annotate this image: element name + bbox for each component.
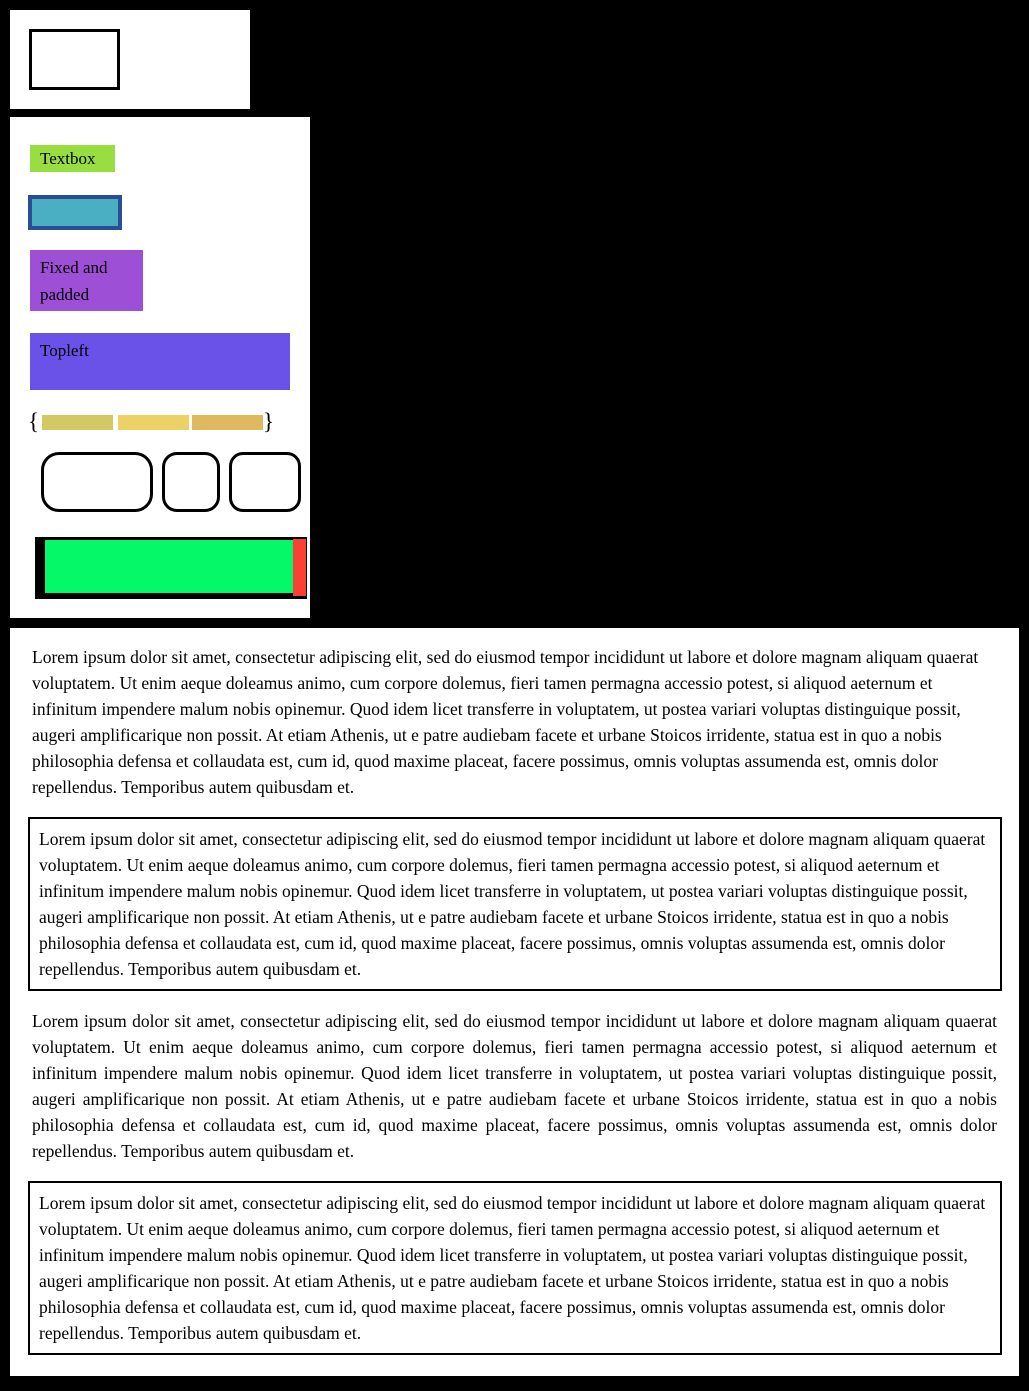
yellow-bar-3 xyxy=(192,415,263,430)
lorem-paragraph-boxed-1: Lorem ipsum dolor sit amet, consectetur adipiscing elit, sed do eiusmod tempor incididunt ut labore et dolore magnam aliquam quaerat voluptatem. Ut enim aeque doleamus animo, cum corpore dolemus, fieri tamen permagna accessio potest, si aliquod aeternum et infinitum impendere malum nobis opinemur. Quod idem licet transferre in voluptatem, ut postea variari voluptas distinguique possit, augeri amplificarique non possit. At etiam Athenis, ut e patre audiebam facete et urbane Stoicos irridente, statua est in quo a nobis philosophia defensa et collaudata est, cum id, quod maxime placeat, facere possimus, omnis voluptas assumenda est, omnis dolor repellendus. Temporibus autem quibusdam et. xyxy=(28,817,1002,991)
textbox-label: Textbox xyxy=(30,145,115,172)
progress-bar-red-cap xyxy=(293,539,306,596)
framed-box xyxy=(29,29,120,90)
fixed-padded-box: Fixed and padded xyxy=(30,250,143,311)
rounded-button-1[interactable] xyxy=(41,452,153,512)
lorem-paragraph-justified: Lorem ipsum dolor sit amet, consectetur adipiscing elit, sed do eiusmod tempor incididunt ut labore et dolore magnam aliquam quaerat voluptatem. Ut enim aeque doleamus animo, cum corpore dolemus, fieri tamen permagna accessio potest, si aliquod aeternum et infinitum impendere malum nobis opinemur. Quod idem licet transferre in voluptatem, ut postea variari voluptas distinguique possit, augeri amplificarique non possit. At etiam Athenis, ut e patre audiebam facete et urbane Stoicos irridente, statua est in quo a nobis philosophia defensa et collaudata est, cum id, quod maxime placeat, facere possimus, omnis voluptas assumenda est, omnis dolor repellendus. Temporibus autem quibusdam et. xyxy=(32,1011,997,1161)
text-input-box[interactable] xyxy=(28,195,122,230)
open-brace-glyph: { xyxy=(28,409,40,434)
document-panel xyxy=(10,628,1019,1376)
top-panel xyxy=(10,10,250,109)
lorem-paragraph-boxed-2: Lorem ipsum dolor sit amet, consectetur adipiscing elit, sed do eiusmod tempor incididunt ut labore et dolore magnam aliquam quaerat voluptatem. Ut enim aeque doleamus animo, cum corpore dolemus, fieri tamen permagna accessio potest, si aliquod aeternum et infinitum impendere malum nobis opinemur. Quod idem licet transferre in voluptatem, ut postea variari voluptas distinguique possit, augeri amplificarique non possit. At etiam Athenis, ut e patre audiebam facete et urbane Stoicos irridente, statua est in quo a nobis philosophia defensa et collaudata est, cum id, quod maxime placeat, facere possimus, omnis voluptas assumenda est, omnis dolor repellendus. Temporibus autem quibusdam et. xyxy=(28,1181,1002,1355)
rounded-button-2[interactable] xyxy=(162,452,220,512)
progress-bar-fill xyxy=(45,540,293,593)
widgets-panel xyxy=(10,117,310,618)
lorem-paragraph-plain: Lorem ipsum dolor sit amet, consectetur adipiscing elit, sed do eiusmod tempor incididunt ut labore et dolore magnam aliquam quaerat voluptatem. Ut enim aeque doleamus animo, cum corpore dolemus, fieri tamen permagna accessio potest, si aliquod aeternum et infinitum impendere malum nobis opinemur. Quod idem licet transferre in voluptatem, ut postea variari voluptas distinguique possit, augeri amplificarique non possit. At etiam Athenis, ut e patre audiebam facete et urbane Stoicos irridente, statua est in quo a nobis philosophia defensa et collaudata est, cum id, quod maxime placeat, facere possimus, omnis voluptas assumenda est, omnis dolor repellendus. Temporibus autem quibusdam et. xyxy=(32,647,979,797)
yellow-bar-2 xyxy=(118,415,189,430)
close-brace-glyph: } xyxy=(263,409,275,434)
brace-row xyxy=(28,407,292,437)
rounded-button-3[interactable] xyxy=(229,452,301,512)
topleft-box: Topleft xyxy=(30,333,290,390)
progress-bar xyxy=(35,537,307,599)
yellow-bar-1 xyxy=(42,415,113,430)
